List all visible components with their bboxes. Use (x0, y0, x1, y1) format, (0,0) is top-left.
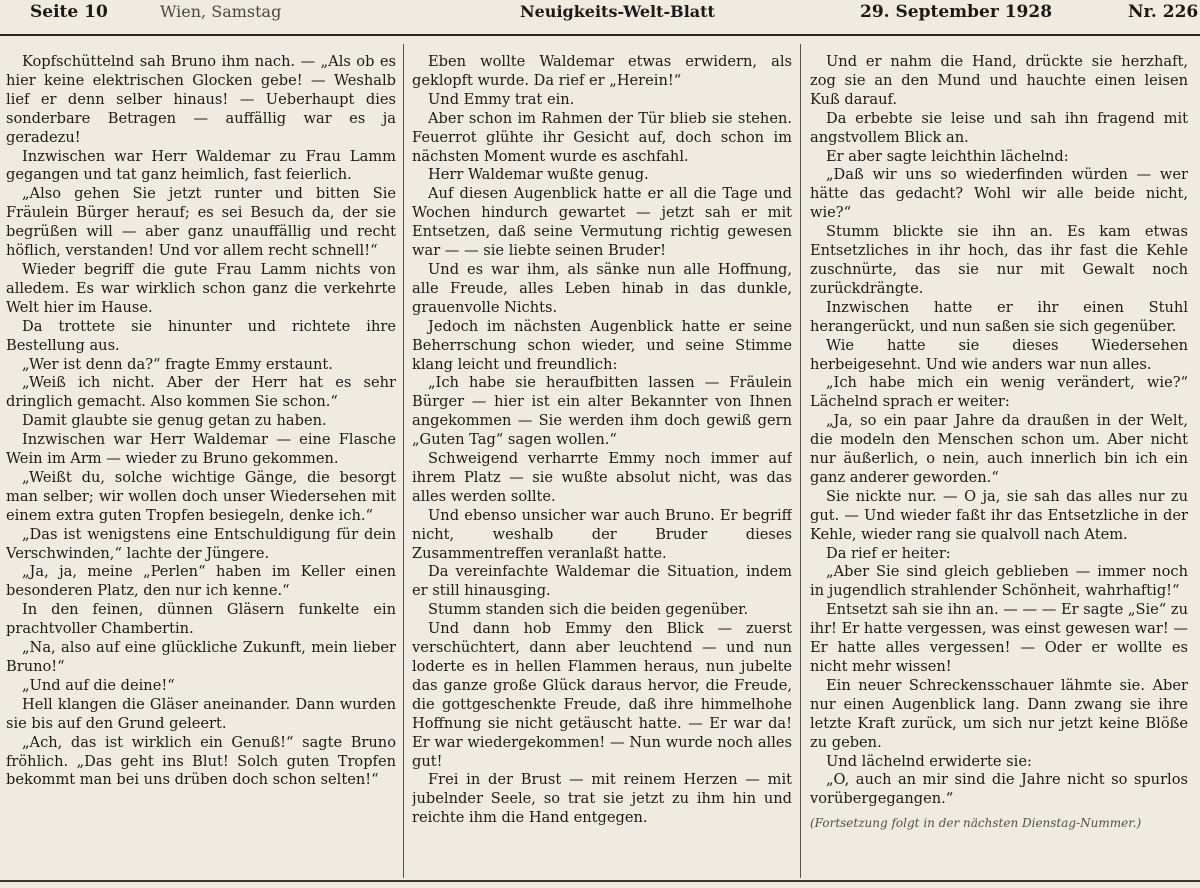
paragraph: Kopfschüttelnd sah Bruno ihm nach. — „Als ob es hier keine elektrischen Glocken gebe! — Weshalb lief er denn selber hinaus! — Ueberhaupt dies sonderbare Betragen — auffällig war es ja geradezu! (6, 53, 396, 146)
paragraph: Aber schon im Rahmen der Tür blieb sie stehen. Feuerrot glühte ihr Gesicht auf, doch schon im nächsten Moment wurde es aschfahl. (412, 109, 792, 165)
text-column-3 (810, 53, 1188, 878)
paragraph: Ein neuer Schreckensschauer lähmte sie. Aber nur einen Augenblick lang. Dann zwang sie ihre letzte Kraft zurück, um sich nur jetzt keine Blöße zu geben. (810, 676, 1188, 751)
paragraph: Und ebenso unsicher war auch Bruno. Er begriff nicht, weshalb der Bruder dieses Zusammentreffen veranlaßt hatte. (412, 506, 792, 562)
paragraph: Und er nahm die Hand, drückte sie herzhaft, zog sie an den Mund und hauchte einen leisen Kuß darauf. (810, 53, 1188, 108)
paragraph: Da vereinfachte Waldemar die Situation, indem er still hinausging. (412, 563, 792, 600)
paragraph: Eben wollte Waldemar etwas erwidern, als geklopft wurde. Da rief er „Herein!“ (412, 53, 792, 89)
paragraph: „Ich habe sie heraufbitten lassen — Fräulein Bürger — hier ist ein alter Bekannter von Ihnen angekommen — Sie werden ihm doch gewiß gern „Guten Tag“ sagen wollen.“ (412, 374, 792, 449)
newspaper-name: Neuigkeits-Welt-Blatt (520, 2, 715, 21)
paragraph: Schweigend verharrte Emmy noch immer auf ihrem Platz — sie wußte absolut nicht, was das alles werden sollte. (412, 450, 792, 505)
paragraph: Und dann hob Emmy den Blick — zuerst verschüchtert, dann aber leuchtend — und nun loderte es in hellen Flammen heraus, nun jubelte das ganze große Glück daraus hervor, die Freude, die gottgeschenkte Freude, daß ihre himmelhohe Hoffnung sie nicht getäuscht hatte. — Er war da! Er war wiedergekommen! — Nun wurde noch alles gut! (412, 620, 792, 770)
issue-date: 29. September 1928 (860, 2, 1053, 22)
paragraph: „Ja, ja, meine „Perlen“ haben im Keller einen besonderen Platz, den nur ich kenne.“ (6, 563, 396, 600)
paragraph: Auf diesen Augenblick hatte er all die Tage und Wochen hindurch gewartet — jetzt sah er mit Entsetzen, daß seine Vermutung richtig gewesen war — — sie liebte seinen Bruder! (412, 185, 792, 260)
place-and-day: Wien, Samstag (160, 2, 282, 21)
paragraph: Entsetzt sah sie ihn an. — — — Er sagte „Sie“ zu ihr! Er hatte vergessen, was einst gewesen war! — Er hatte alles vergessen! — Oder er wollte es nicht mehr wissen! (810, 601, 1188, 675)
paragraph: „Na, also auf eine glückliche Zukunft, mein lieber Bruno!“ (6, 639, 396, 675)
paragraph: Da rief er heiter: (826, 544, 951, 562)
paragraph: Herr Waldemar wußte genug. (428, 166, 649, 184)
paragraph: Damit glaubte sie genug getan zu haben. (22, 412, 327, 430)
paragraph: „Weißt du, solche wichtige Gänge, die besorgt man selber; wir wollen doch unser Wiedersehen mit einem extra guten Tropfen besiegeln, denke ich.“ (6, 468, 396, 524)
paragraph: „Wer ist denn da?“ fragte Emmy erstaunt. (22, 355, 333, 373)
paragraph: „Aber Sie sind gleich geblieben — immer noch in jugendlich strahlender Schönheit, wahrhaftig!“ (810, 563, 1188, 600)
paragraph: „O, auch an mir sind die Jahre nicht so spurlos vorübergegangen.“ (810, 771, 1188, 808)
paragraph: Sie nickte nur. — O ja, sie sah das alles nur zu gut. — Und wieder faßt ihr das Entsetzliche in der Kehle, wieder rang sie qualvoll nach Atem. (810, 487, 1188, 543)
paragraph: Stumm blickte sie ihn an. Es kam etwas Entsetzliches in ihr hoch, das ihr fast die Kehle zuschnürte, das sie nur mit Gewalt noch zurückdrängte. (810, 223, 1188, 297)
issue-number: Nr. 226 (1128, 2, 1199, 22)
page-number: Seite 10 (30, 2, 108, 22)
paragraph: Wieder begriff die gute Frau Lamm nichts von alledem. Es war wirklich schon ganz die verkehrte Welt hier im Hause. (6, 260, 396, 316)
paragraph: Inzwischen war Herr Waldemar — eine Flasche Wein im Arm — wieder zu Bruno gekommen. (6, 431, 396, 468)
paragraph: „Daß wir uns so wiederfinden würden — wer hätte das gedacht? Wohl wir alle beide nicht, wie?“ (810, 166, 1188, 222)
continuation-note: (Fortsetzung folgt in der nächsten Dienstag-Nummer.) (810, 816, 1142, 831)
paragraph: In den feinen, dünnen Gläsern funkelte ein prachtvoller Chambertin. (6, 601, 396, 638)
paragraph: Er aber sagte leichthin lächelnd: (826, 147, 1069, 165)
paragraph: „Also gehen Sie jetzt runter und bitten Sie Fräulein Bürger herauf; es sei Besuch da, der sie begrüßen will — aber ganz unauffällig und recht höflich, verstanden! Und vor allem recht schnell!“ (6, 185, 396, 260)
paragraph: „Weiß ich nicht. Aber der Herr hat es sehr dringlich gemacht. Also kommen Sie schon.“ (6, 374, 396, 411)
paragraph: Und lächelnd erwiderte sie: (826, 752, 1032, 770)
column-divider (800, 44, 801, 878)
paragraph: „Und auf die deine!“ (22, 676, 175, 694)
paragraph: Wie hatte sie dieses Wiedersehen herbeigesehnt. Und wie anders war nun alles. (810, 336, 1188, 373)
text-column-1 (6, 53, 396, 878)
paragraph: Und Emmy trat ein. (428, 90, 575, 108)
paragraph: Da trottete sie hinunter und richtete ihre Bestellung aus. (6, 317, 396, 354)
paragraph: Und es war ihm, als sänke nun alle Hoffnung, alle Freude, alles Leben hinab in das dunkle, grauenvolle Nichts. (412, 260, 792, 316)
paragraph: „Ach, das ist wirklich ein Genuß!“ sagte Bruno fröhlich. „Das geht ins Blut! Solch guten Tropfen bekommt man bei uns drüben doch schon selten!“ (6, 733, 396, 789)
paragraph: Stumm standen sich die beiden gegenüber. (428, 601, 749, 619)
text-column-2 (412, 53, 792, 878)
paragraph: „Ich habe mich ein wenig verändert, wie?“ Lächelnd sprach er weiter: (810, 374, 1188, 411)
paragraph: Inzwischen war Herr Waldemar zu Frau Lamm gegangen und tat ganz heimlich, fast feierlich. (6, 147, 396, 184)
paragraph: Da erbebte sie leise und sah ihn fragend mit angstvollem Blick an. (810, 109, 1188, 146)
paragraph: Frei in der Brust — mit reinem Herzen — mit jubelnder Seele, so trat sie jetzt zu ihm hin und reichte ihm die Hand entgegen. (412, 771, 792, 827)
paragraph: Hell klangen die Gläser aneinander. Dann wurden sie bis auf den Grund geleert. (6, 695, 396, 732)
paragraph: „Das ist wenigstens eine Entschuldigung für dein Verschwinden,“ lachte der Jüngere. (6, 525, 396, 562)
bottom-rule (0, 880, 1200, 882)
column-divider (403, 44, 404, 878)
paragraph: Inzwischen hatte er ihr einen Stuhl herangerückt, und nun saßen sie sich gegenüber. (810, 298, 1188, 335)
paragraph: Jedoch im nächsten Augenblick hatte er seine Beherrschung schon wieder, und seine Stimme klang leicht und freundlich: (412, 317, 792, 373)
page-header (0, 0, 1200, 36)
paragraph: „Ja, so ein paar Jahre da draußen in der Welt, die modeln den Menschen schon um. Aber nicht nur äußerlich, o nein, auch innerlich bin ich ein ganz anderer geworden.“ (810, 412, 1188, 486)
